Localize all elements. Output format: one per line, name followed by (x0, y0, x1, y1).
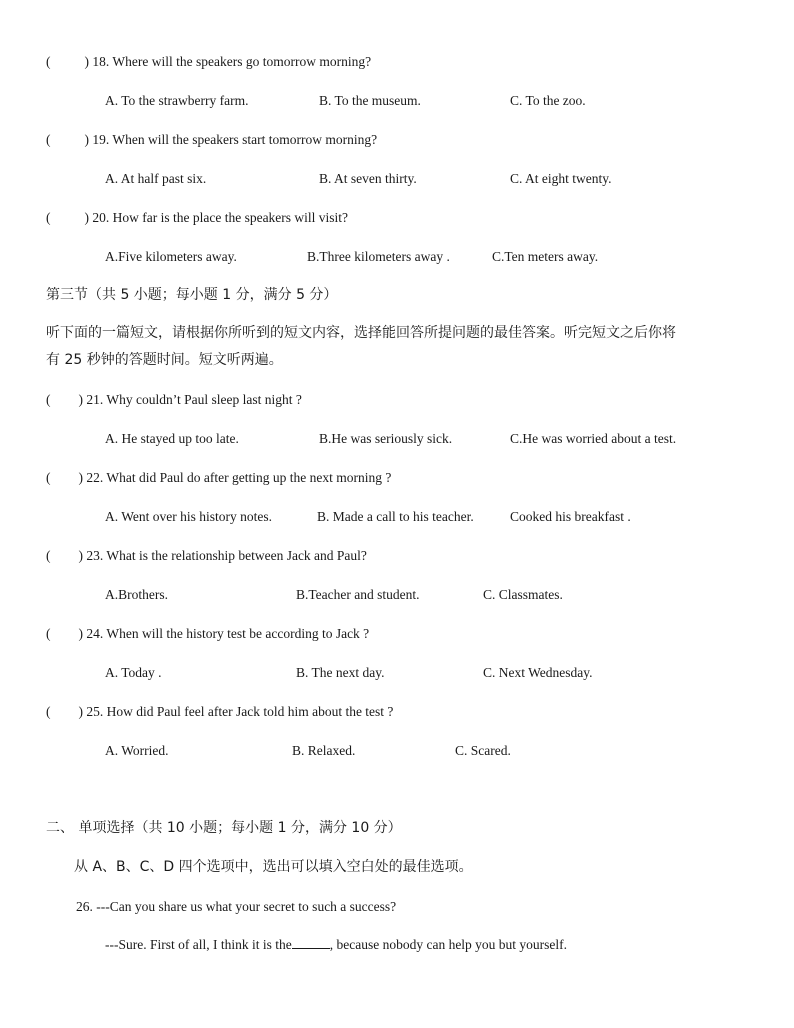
answer-bracket-open: ( (46, 626, 51, 641)
option-c: C.Ten meters away. (492, 249, 599, 264)
question-text: 23. What is the relationship between Jack and Paul? (86, 548, 367, 563)
option-b: B.He was seriously sick. (319, 431, 453, 446)
question-22 (46, 469, 391, 487)
answer-bracket-open: ( (46, 132, 51, 147)
option-c: C. Next Wednesday. (483, 665, 593, 680)
option-c: C. At eight twenty. (510, 171, 612, 186)
option-a: A. Went over his history notes. (105, 509, 273, 524)
question-text: 24. When will the history test be according to Jack ? (86, 626, 370, 641)
dialogue-text-after: , because nobody can help you but yourself. (329, 937, 568, 952)
question-21 (46, 391, 302, 409)
answer-bracket-close: ) (78, 470, 83, 485)
option-a: A. He stayed up too late. (105, 431, 239, 446)
option-a: A. Today . (105, 665, 162, 680)
option-b: B. At seven thirty. (319, 171, 417, 186)
option-a: A. Worried. (105, 743, 169, 758)
option-a: A. To the strawberry farm. (105, 93, 249, 108)
section-3-instruction-line-2: 有 25 秒钟的答题时间。短文听两遍。 (46, 352, 283, 368)
answer-bracket-close: ) (78, 392, 83, 407)
question-20 (46, 209, 348, 227)
section-3-heading: 第三节（共 5 小题；每小题 1 分，满分 5 分） (46, 287, 338, 303)
option-b: B.Three kilometers away . (307, 249, 450, 264)
answer-bracket-open: ( (46, 210, 51, 225)
answer-bracket-open: ( (46, 392, 51, 407)
option-a: A. At half past six. (105, 171, 207, 186)
option-b: B. Relaxed. (292, 743, 356, 758)
question-23 (46, 547, 367, 565)
answer-bracket-open: ( (46, 470, 51, 485)
option-b: B. To the museum. (319, 93, 421, 108)
question-26-line-2 (105, 936, 567, 954)
option-c: C. Scared. (455, 743, 511, 758)
answer-bracket-open: ( (46, 548, 51, 563)
answer-bracket-close: ) (84, 54, 89, 69)
part-2-instruction: 从 A、B、C、D 四个选项中，选出可以填入空白处的最佳选项。 (74, 859, 473, 875)
answer-bracket-open: ( (46, 704, 51, 719)
question-text: 18. Where will the speakers go tomorrow morning? (92, 54, 372, 69)
question-19 (46, 131, 377, 149)
answer-bracket-close: ) (84, 210, 89, 225)
question-text: 21. Why couldn’t Paul sleep last night ? (86, 392, 302, 407)
option-a: A.Brothers. (105, 587, 168, 602)
question-text: 22. What did Paul do after getting up the next morning ? (86, 470, 392, 485)
question-25 (46, 703, 393, 721)
answer-bracket-close: ) (78, 704, 83, 719)
question-text: 25. How did Paul feel after Jack told him about the test ? (86, 704, 394, 719)
dialogue-text-before: ---Sure. First of all, I think it is the (105, 937, 292, 952)
part-2-heading: 二、 单项选择（共 10 小题；每小题 1 分，满分 10 分） (46, 820, 402, 836)
answer-blank (292, 936, 330, 949)
option-b: B. Made a call to his teacher. (317, 509, 474, 524)
option-b: B. The next day. (296, 665, 385, 680)
question-24 (46, 625, 369, 643)
answer-bracket-open: ( (46, 54, 51, 69)
option-a: A.Five kilometers away. (105, 249, 237, 264)
option-c: C.He was worried about a test. (510, 431, 677, 446)
option-b: B.Teacher and student. (296, 587, 420, 602)
option-c: C. Classmates. (483, 587, 563, 602)
answer-bracket-close: ) (84, 132, 89, 147)
question-text: 20. How far is the place the speakers will visit? (92, 210, 349, 225)
question-26-line-1: 26. ---Can you share us what your secret to such a success? (76, 899, 397, 914)
option-c: Cooked his breakfast . (510, 509, 631, 524)
answer-bracket-close: ) (78, 626, 83, 641)
section-3-instruction-line-1: 听下面的一篇短文，请根据你所听到的短文内容，选择能回答所提问题的最佳答案。听完短文之后你将 (46, 325, 676, 341)
question-18 (46, 53, 371, 71)
option-c: C. To the zoo. (510, 93, 586, 108)
question-text: 19. When will the speakers start tomorrow morning? (92, 132, 378, 147)
answer-bracket-close: ) (78, 548, 83, 563)
